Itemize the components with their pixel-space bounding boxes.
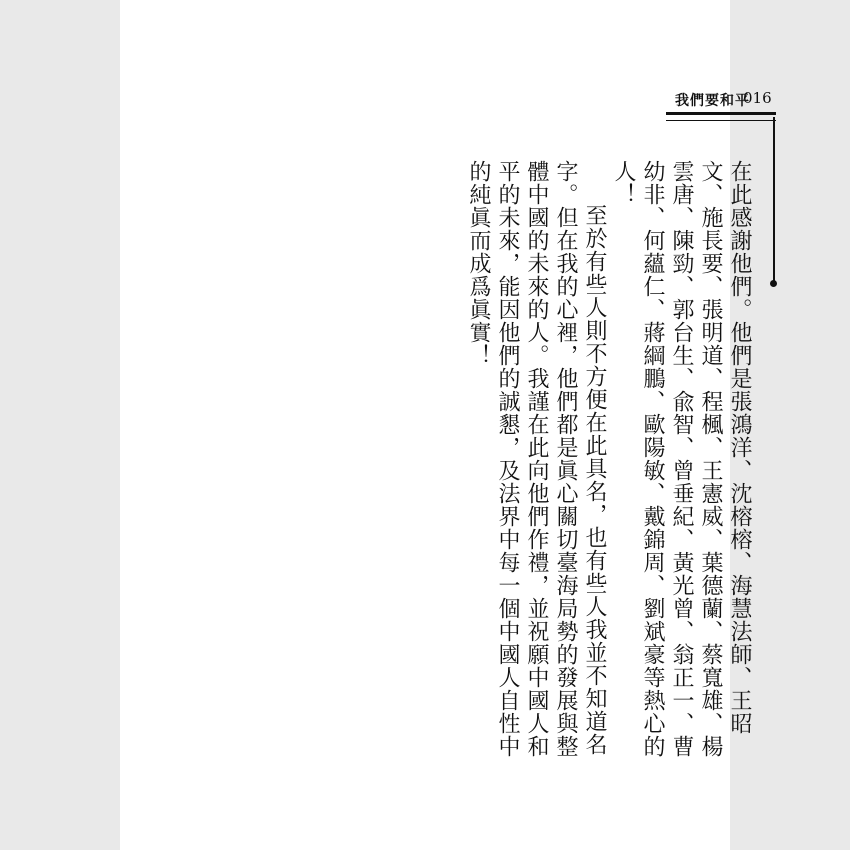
running-header-title: 我們要和平 xyxy=(675,93,750,109)
paragraph-thanks: 在此感謝他們。他們是張鴻洋、沈榕榕、海慧法師、王昭文、施長要、張明道、程楓、王憲威、葉德蘭、蔡寬雄、楊雲唐、陳勁、郭台生、兪智、曾垂紀、黃光曾、翁正一、曹幼非、何蘊仁、蔣綱鵬、歐陽敏、戴錦周、劉斌豪等熱心的人！ xyxy=(611,160,752,758)
header-double-rule xyxy=(666,112,776,121)
paragraph-dedication: 至於有些人則不方便在此具名，也有些人我並不知道名字。但在我的心裡，他們都是眞心關切臺海局勢的發展與整體中國的未來的人。我謹在此向他們作禮，並祝願中國人和平的未來，能因他們的誠懇，及法界中每一個中國人自性中的純眞而成爲眞實！ xyxy=(466,160,607,758)
margin-vertical-rule xyxy=(773,117,775,283)
vertical-body-text xyxy=(466,160,754,760)
book-page xyxy=(120,0,772,850)
page-number: 016 xyxy=(743,89,772,107)
rule-end-dot xyxy=(770,280,777,287)
